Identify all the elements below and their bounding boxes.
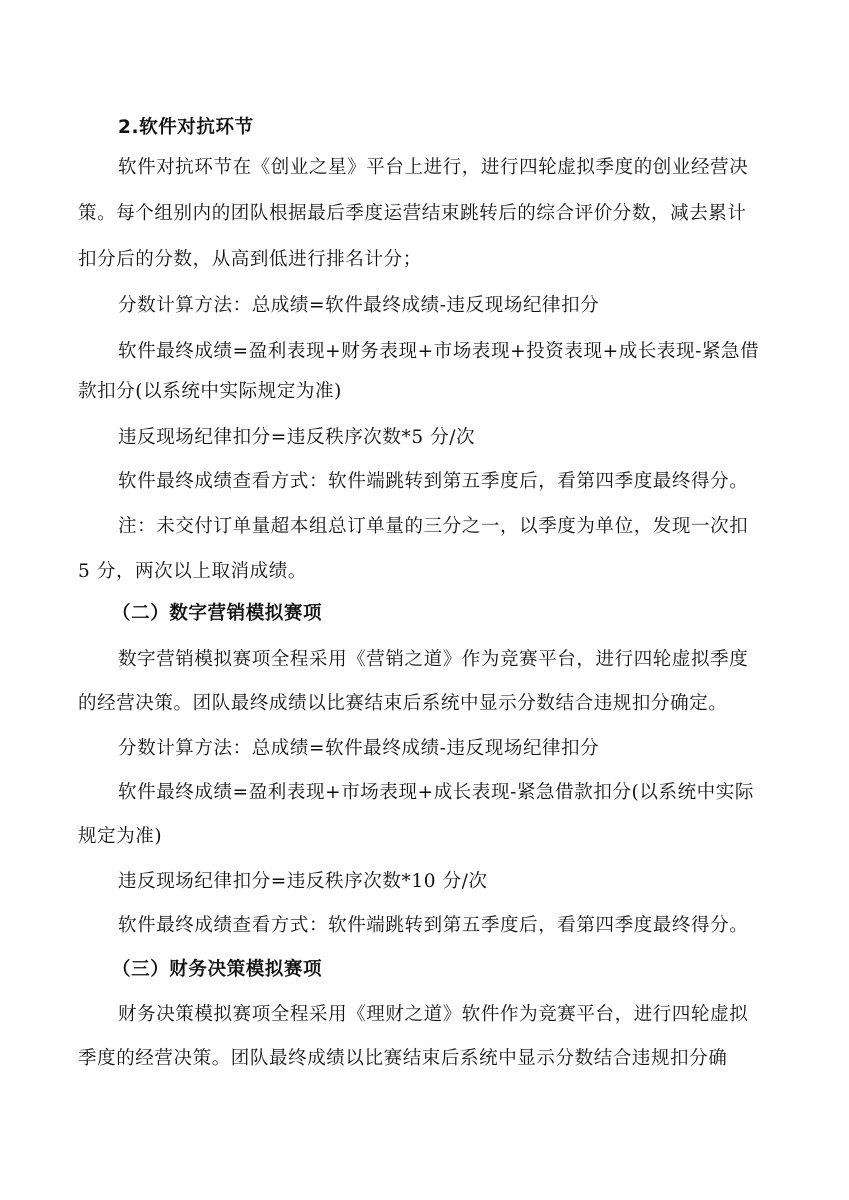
- paragraph-line: 扣分后的分数，从高到低进行排名计分；: [78, 249, 422, 270]
- paragraph-line: 注：未交付订单量超本组总订单量的三分之一，以季度为单位，发现一次扣: [118, 516, 749, 537]
- paragraph-line: 分数计算方法：总成绩=软件最终成绩-违反现场纪律扣分: [118, 295, 600, 316]
- paragraph-line: 违反现场纪律扣分=违反秩序次数*10 分/次: [118, 871, 488, 892]
- section-heading-software-battle: 2.软件对抗环节: [118, 117, 254, 138]
- paragraph-line: 策。每个组别内的团队根据最后季度运营结束跳转后的综合评价分数，减去累计: [78, 203, 747, 224]
- paragraph-line: 5 分，两次以上取消成绩。: [78, 561, 307, 582]
- paragraph-line: 财务决策模拟赛项全程采用《理财之道》软件作为竞赛平台，进行四轮虚拟: [118, 1004, 749, 1025]
- paragraph-line: 分数计算方法：总成绩=软件最终成绩-违反现场纪律扣分: [118, 738, 600, 759]
- paragraph-line: 的经营决策。团队最终成绩以比赛结束后系统中显示分数结合违规扣分确定。: [78, 693, 728, 714]
- paragraph-line: 规定为准): [78, 826, 163, 847]
- paragraph-line: 软件最终成绩查看方式：软件端跳转到第五季度后，看第四季度最终得分。: [118, 471, 749, 492]
- paragraph-line: 违反现场纪律扣分=违反秩序次数*5 分/次: [118, 427, 476, 448]
- paragraph-line: 季度的经营决策。团队最终成绩以比赛结束后系统中显示分数结合违规扣分确: [78, 1048, 728, 1069]
- paragraph-line: 数字营销模拟赛项全程采用《营销之道》作为竞赛平台，进行四轮虚拟季度: [118, 649, 749, 670]
- paragraph-line: 软件最终成绩查看方式：软件端跳转到第五季度后，看第四季度最终得分。: [118, 915, 749, 936]
- paragraph-line: 款扣分(以系统中实际规定为准): [78, 381, 342, 402]
- paragraph-line: 软件最终成绩=盈利表现+财务表现+市场表现+投资表现+成长表现-紧急借: [118, 341, 760, 362]
- paragraph-line: 软件最终成绩=盈利表现+市场表现+成长表现-紧急借款扣分(以系统中实际: [118, 782, 754, 803]
- section-heading-digital-marketing: （二）数字营销模拟赛项: [112, 603, 323, 624]
- section-heading-financial-decision: （三）财务决策模拟赛项: [112, 959, 323, 980]
- paragraph-line: 软件对抗环节在《创业之星》平台上进行，进行四轮虚拟季度的创业经营决: [118, 157, 749, 178]
